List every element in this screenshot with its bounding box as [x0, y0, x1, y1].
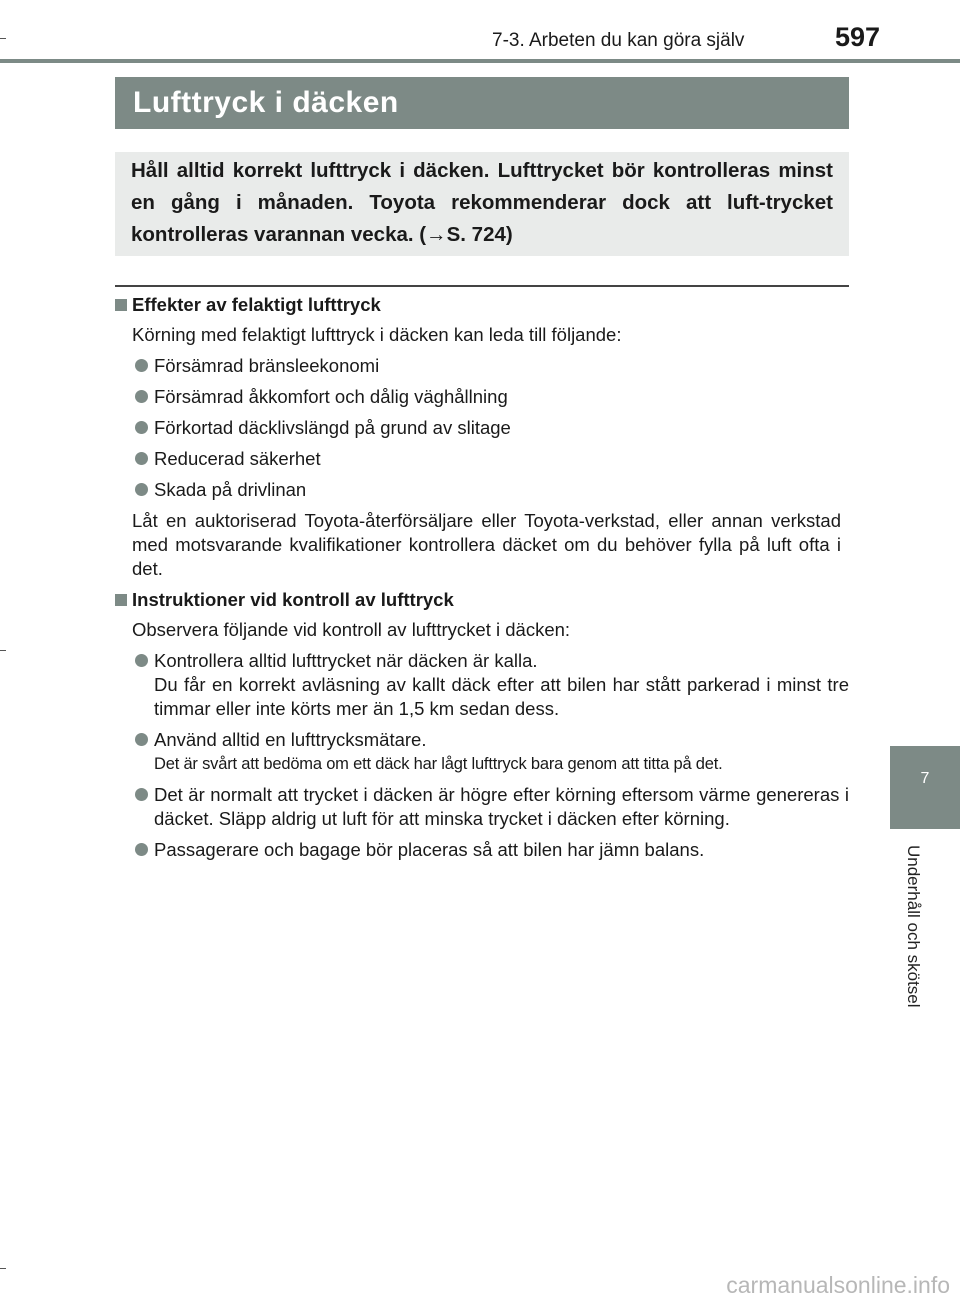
list-item-text: Kontrollera alltid lufttrycket när däcken är kalla.: [154, 650, 538, 671]
section-heading: [115, 293, 849, 317]
circle-bullet-icon: [135, 733, 148, 746]
list-item-text: Förkortad däcklivslängd på grund av slitage: [154, 417, 511, 438]
crop-mark: [0, 650, 6, 651]
list-item: [115, 478, 849, 502]
circle-bullet-icon: [135, 421, 148, 434]
page-title: Lufttryck i däcken: [115, 77, 849, 129]
circle-bullet-icon: [135, 359, 148, 372]
list-item: [115, 783, 849, 831]
page-number: 597: [834, 22, 880, 52]
square-bullet-icon: [115, 299, 127, 311]
list-item: [115, 728, 849, 776]
chapter-tab: [890, 746, 960, 829]
header-section-title: 7-3. Arbeten du kan göra själv: [492, 30, 745, 51]
section-lead: Körning med felaktigt lufttryck i däcken kan leda till följande:: [132, 324, 622, 345]
list-item: [115, 838, 849, 862]
chapter-label: Underhåll och skötsel: [904, 845, 923, 1008]
list-item-text: Försämrad bränsleekonomi: [154, 355, 380, 376]
section-heading-text: Instruktioner vid kontroll av lufttryck: [132, 589, 454, 610]
circle-bullet-icon: [135, 483, 148, 496]
circle-bullet-icon: [135, 843, 148, 856]
list-item-text: Passagerare och bagage bör placeras så att bilen har jämn balans.: [154, 839, 705, 860]
section-closing: Låt en auktoriserad Toyota-återförsäljare eller Toyota-verkstad, eller annan verkstad med motsvarande kvalifikationer kontrollera däcket om du behöver fylla på luft ofta i det.: [132, 510, 841, 579]
square-bullet-icon: [115, 594, 127, 606]
list-item-subtext: Du får en korrekt avläsning av kallt däck efter att bilen har stått parkerad i minst tre timmar eller inte körts mer än 1,5 km sedan dess.: [154, 674, 849, 719]
list-item: [115, 447, 849, 471]
chapter-number: 7: [920, 770, 930, 787]
divider: [115, 285, 849, 287]
intro-text: Håll alltid korrekt lufttryck i däcken. Lufttrycket bör kontrolleras minst en gång i månaden. Toyota rekommenderar dock att luft-trycket kontrolleras varannan vecka. (→S. 724): [131, 159, 833, 246]
content: [115, 293, 849, 869]
crop-mark: [0, 38, 6, 39]
list-item-text: Skada på drivlinan: [154, 479, 307, 500]
list-item-text: Det är normalt att trycket i däcken är högre efter körning eftersom värme genereras i däcket. Släpp aldrig ut luft för att minska trycket i däcken efter körning.: [154, 784, 849, 829]
list-item-subtext: Det är svårt att bedöma om ett däck har lågt lufttryck bara genom att titta på det.: [154, 755, 723, 773]
circle-bullet-icon: [135, 452, 148, 465]
watermark: carmanualsonline.info: [726, 1272, 950, 1298]
list-item: [115, 649, 849, 721]
circle-bullet-icon: [135, 654, 148, 667]
list-item: [115, 416, 849, 440]
section-heading-text: Effekter av felaktigt lufttryck: [132, 294, 381, 315]
crop-mark: [0, 1268, 6, 1269]
list-item: [115, 354, 849, 378]
section-lead: Observera följande vid kontroll av lufttrycket i däcken:: [132, 619, 571, 640]
intro-box: [115, 152, 849, 256]
list-item-text: Använd alltid en lufttrycksmätare.: [154, 729, 427, 750]
list-item-text: Reducerad säkerhet: [154, 448, 321, 469]
list-item-text: Försämrad åkkomfort och dålig väghållning: [154, 386, 508, 407]
circle-bullet-icon: [135, 390, 148, 403]
section-heading: [115, 588, 849, 612]
list-item: [115, 385, 849, 409]
header-rule: [0, 59, 960, 63]
circle-bullet-icon: [135, 788, 148, 801]
